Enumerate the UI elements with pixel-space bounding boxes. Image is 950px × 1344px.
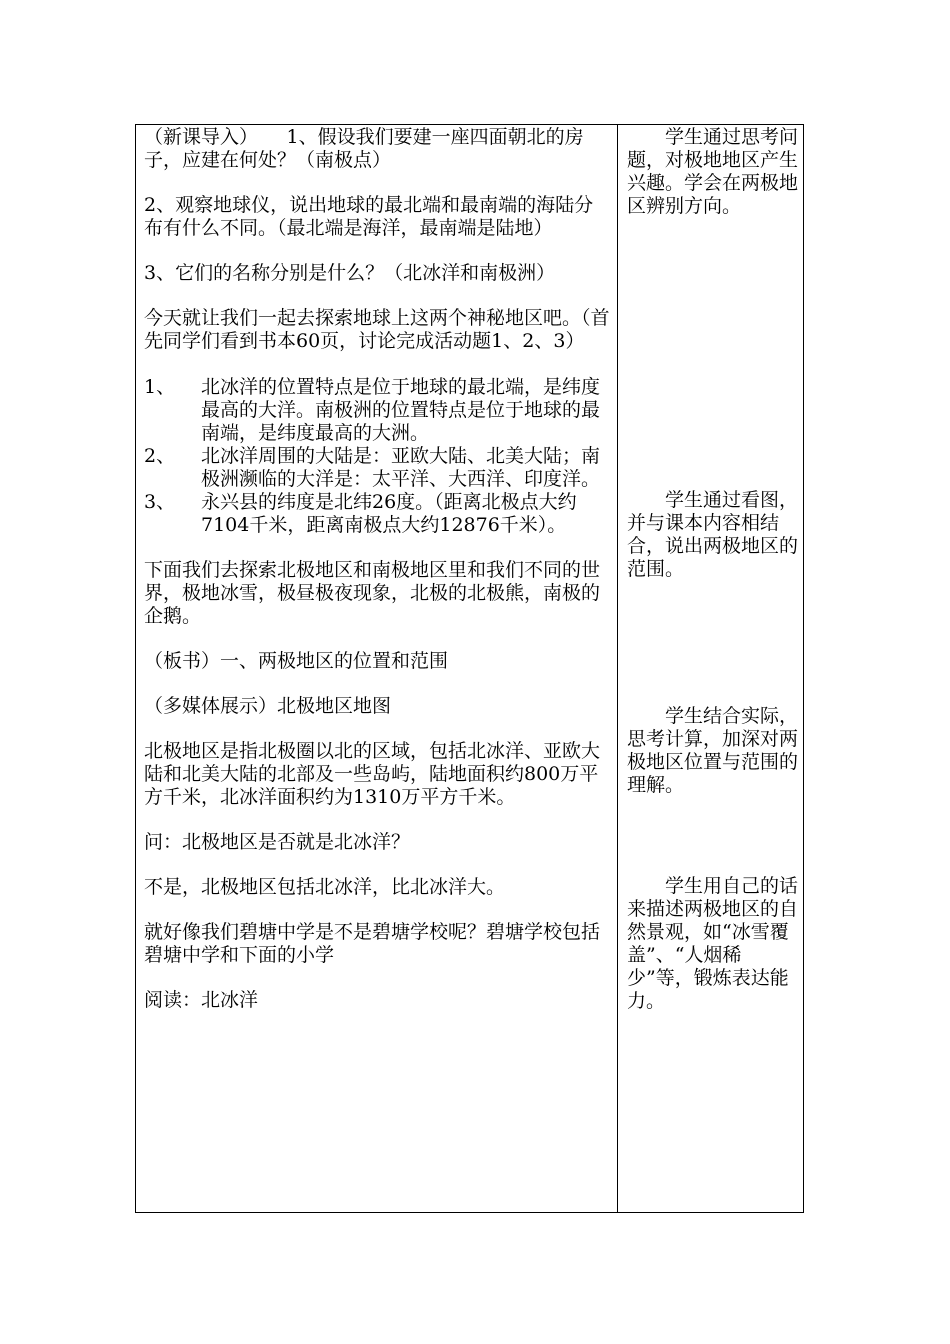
activity-answer-list xyxy=(144,376,612,537)
intro-explore: 今天就让我们一起去探索地球上这两个神秘地区吧。（首先同学们看到书本60页，讨论完成活动题1、2、3） xyxy=(144,307,610,352)
student-note-4: 学生用自己的话来描述两极地区的自然景观，如“冰雪覆盖”、“人烟稀少”等，锻炼表达能力。 xyxy=(627,875,799,1012)
arctic-definition: 北极地区是指北极圈以北的区域，包括北冰洋、亚欧大陆和北美大陆的北部及一些岛屿，陆地面积约800万平方千米，北冰洋面积约为1310万平方千米。 xyxy=(144,740,601,808)
analogy-note: 就好像我们碧塘中学是不是碧塘学校呢？碧塘学校包括碧塘中学和下面的小学 xyxy=(144,921,601,966)
list-item: 3、 永兴县的纬度是北纬26度。（距离北极点大约7104千米，距离南极点大约12876千米）。 xyxy=(144,491,577,536)
reading-note: 阅读：北冰洋 xyxy=(144,989,259,1011)
intro-question-3: 3、它们的名称分别是什么？（北冰洋和南极洲） xyxy=(144,262,556,284)
question-arctic: 问：北极地区是否就是北冰洋？ xyxy=(144,831,411,853)
student-activity-column xyxy=(627,126,799,1013)
student-note-1: 学生通过思考问题，对极地地区产生兴趣。学会在两极地区辨别方向。 xyxy=(627,126,799,217)
teaching-content-column xyxy=(144,126,612,1012)
list-item: 2、 北冰洋周围的大陆是：亚欧大陆、北美大陆；南极洲濒临的大洋是：太平洋、大西洋、印度洋。 xyxy=(144,445,601,490)
student-note-3: 学生结合实际，思考计算，加深对两极地区位置与范围的理解。 xyxy=(627,705,799,796)
intro-question-2: 2、观察地球仪，说出地球的最北端和最南端的海陆分布有什么不同。（最北端是海洋，最南端是陆地） xyxy=(144,194,594,239)
intro-question-1: （新课导入） 1、假设我们要建一座四面朝北的房子，应建在何处？（南极点） xyxy=(144,126,584,171)
board-heading: （板书）一、两极地区的位置和范围 xyxy=(144,650,449,672)
explore-intro: 下面我们去探索北极地区和南极地区里和我们不同的世界，极地冰雪，极昼极夜现象，北极的北极熊，南极的企鹅。 xyxy=(144,559,601,627)
column-divider xyxy=(617,124,618,1213)
student-note-2: 学生通过看图，并与课本内容相结合，说出两极地区的范围。 xyxy=(627,489,799,580)
list-item: 1、 北冰洋的位置特点是位于地球的最北端，是纬度最高的大洋。南极洲的位置特点是位于地球的最南端，是纬度最高的大洲。 xyxy=(144,376,601,444)
multimedia-note: （多媒体展示）北极地区地图 xyxy=(144,695,392,717)
answer-arctic: 不是，北极地区包括北冰洋，比北冰洋大。 xyxy=(144,876,506,898)
